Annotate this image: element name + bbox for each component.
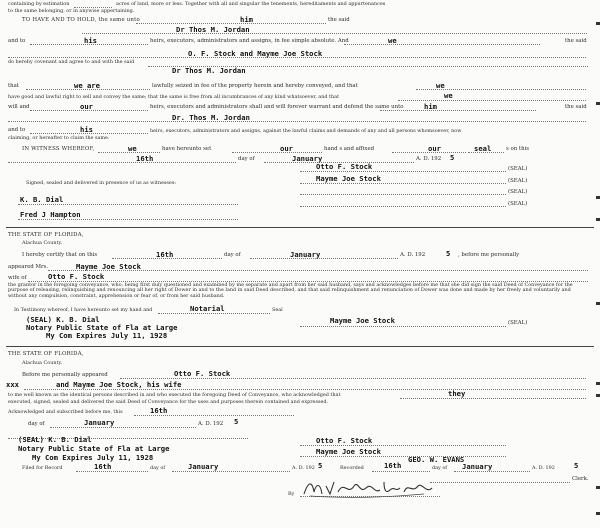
recorded-label: Recorded [340, 465, 364, 471]
witness-we-word: we [128, 144, 137, 153]
to-have-heading: TO HAVE AND TO HOLD, the same unto [22, 17, 140, 23]
recorded-ad: A. D. 192 [532, 465, 555, 471]
him-word-2: him [424, 102, 437, 111]
signed-sealed-text: Signed, sealed and delivered in presence of us as witnesses: [26, 180, 176, 186]
ack1-seal-word: Seal [272, 307, 283, 313]
grantee-name-3: Dr. Thos M. Jordan [172, 113, 250, 122]
seal-label-1: (SEAL) [508, 166, 528, 172]
ack2-state: THE STATE OF FLORIDA, [8, 351, 84, 357]
ack1-ad: A. D. 192 [400, 252, 426, 258]
ack2-day-of: day of [28, 421, 45, 427]
ack2-they: they [448, 389, 466, 398]
we-word-1: we [388, 36, 397, 45]
witness-ad: A. D. 192 [416, 156, 442, 162]
ack2-day: 16th [150, 406, 168, 415]
ack1-year: 5 [446, 249, 451, 258]
ack2-county: Alachua County. [22, 360, 63, 366]
and-to-text-2: and to [8, 127, 26, 133]
will-and-text: will and [8, 104, 30, 110]
hands-affixed-text: hand s and affixed [324, 146, 375, 152]
the-said-text: the said [328, 17, 350, 23]
him-word: him [240, 15, 253, 24]
we-are-words: we are [74, 81, 100, 90]
filed-month: January [188, 462, 219, 471]
filed-for-record: Filed for Record [22, 465, 63, 471]
deputy-clerk-signature-icon [300, 476, 440, 500]
ack1-day-of: day of [224, 252, 241, 258]
witness-day: 16th [136, 154, 154, 163]
ack1-before-text: , before me personally [458, 252, 520, 258]
ack2-executed-text: executed, signed, sealed and delivered the said Deed of Conveyance for the uses and purposes therein contained and expressed. [8, 399, 329, 405]
witness-seal-word: seal [474, 144, 492, 153]
filed-year: 5 [318, 461, 323, 470]
and-to-text: and to [8, 38, 26, 44]
ack2-known-text: to me well known as the identical persons described in and who executed the foregoing Deed of Conveyance, who acknowledged that [8, 392, 341, 398]
witness-month: January [292, 154, 323, 163]
recorded-day: 16th [384, 461, 402, 470]
clerk-name-stamp: GEO. W. EVANS [408, 455, 465, 464]
ack1-name: Mayme Joe Stock [76, 262, 141, 271]
witness-heading: IN WITNESS WHEREOF, [22, 146, 95, 152]
ack1-certify-text: I hereby certify that on this [22, 252, 98, 258]
witness-year: 5 [450, 153, 455, 162]
ack2-and-wife: and Mayme Joe Stock, his wife [56, 380, 182, 389]
grantee-name-2: Dr Thos M. Jordan [172, 66, 246, 75]
appertaining-text: to the same belonging, or in anywise appertaining. [8, 8, 135, 14]
seized-text: lawfully seized in fee of the property herein and hereby conveyed, and that [152, 83, 358, 89]
warrant-text: heirs, executors and administrators shall and will forever warrant and defend the same unto [150, 104, 404, 110]
ack1-notarial: Notarial [190, 304, 225, 313]
ack1-notary-line-1: (SEAL) K. B. Dial [26, 315, 100, 324]
ack2-notary-line-3: My Com Expires July 11, 1928 [32, 453, 154, 462]
ack1-month: January [290, 250, 321, 259]
we-word-2: we [436, 81, 445, 90]
ack2-notary-line-2: Notary Public State of Fla at Large [18, 444, 170, 453]
ack1-seal-label: (SEAL) [508, 320, 528, 326]
ack2-subscribed-text: Acknowledged and subscribed before me, this [8, 409, 123, 415]
witness-signature-2: Fred J Hampton [20, 210, 81, 219]
seal-label-4: (SEAL) [508, 201, 528, 207]
the-said-text-3: the said [565, 104, 587, 110]
filed-day-of: day of [150, 465, 166, 471]
heirs-clause-text: heirs, executors, administrators and assigns, in fee simple absolute. And [150, 38, 349, 44]
covenant-text: do hereby covenant and agree to and with the said [8, 59, 135, 65]
witness-signature-1: K. B. Dial [20, 195, 64, 204]
ack2-signature-1: Otto F. Stock [316, 436, 373, 445]
estimation-text: containing by estimation [8, 1, 70, 7]
his-word-2: his [80, 125, 93, 134]
against-text: heirs, executors, administrators and assigns, against the lawful claims and demands of any and all persons whomsoever, now [150, 128, 462, 134]
our-word-1: our [80, 102, 93, 111]
ack1-county: Alachua County. [22, 240, 63, 246]
ack1-testimony: In Testimony whereof, I have hereunto set my hand and [14, 307, 153, 313]
filed-day: 16th [94, 462, 112, 471]
that-text: that [8, 83, 20, 89]
ack1-state: THE STATE OF FLORIDA, [8, 232, 84, 238]
grantee-name-1: Dr Thos M. Jordan [176, 25, 250, 34]
ack1-husband: Otto F. Stock [48, 272, 105, 281]
clerk-label: Clerk. [572, 476, 589, 482]
ack2-notary-line-1: (SEAL) K. B. Dial [18, 435, 92, 444]
grantors-names: O. F. Stock and Mayme Joe Stock [188, 49, 323, 58]
have-set-text: have hereunto set [162, 146, 212, 152]
good-right-text: have good and lawful right to sell and convey the same; that the same is free from all incumbrances of any kind whatsoever, and that [8, 94, 340, 100]
filed-ad: A. D. 192 [292, 465, 315, 471]
on-this-text: s on this [506, 146, 530, 152]
witness-our-word: our [280, 144, 293, 153]
ack1-appeared-text: appeared Mrs. [8, 264, 49, 270]
witness-day-of: day of [238, 156, 255, 162]
his-word-1: his [84, 36, 97, 45]
ack2-xxx: xxx [6, 380, 19, 389]
ack2-month: January [84, 418, 115, 427]
ack2-name-1: Otto F. Stock [174, 369, 231, 378]
claiming-text: claiming, or hereafter to claim the same. [8, 135, 110, 141]
recorded-year: 5 [574, 461, 579, 470]
ack1-signature: Mayme Joe Stock [330, 316, 395, 325]
grantor-signature-1: Otto F. Stock [316, 162, 373, 171]
the-said-text-2: the said [565, 38, 587, 44]
ack1-body-text: the grantor in the foregoing conveyance, who, being first duly questioned and examined by me separate and apart from her said husband, says and acknowledges before me that she did sign the said Deed of Conveyance for the purpose of releasing, relinquishing and renouncing all her right of Dower in and to the land in said Deed described, and that said relinquishment and renunciation of Dower was done and made by her freely and voluntarily and without any compulsion, constraint, apprehension or fear of, or from her said husband. [8, 282, 573, 299]
by-label: By [288, 491, 295, 497]
ack2-before-text: Before me personally appeared [22, 372, 108, 378]
recorded-month: January [462, 462, 493, 471]
acres-text: acres of land, more or less. Together with all and singular the tenements, hereditaments and appurtenances [116, 1, 386, 7]
recorded-day-of: day of [432, 465, 448, 471]
ack1-notary-line-2: Notary Public State of Fla at Large [26, 323, 178, 332]
ack1-day: 16th [156, 250, 174, 259]
ack2-year: 5 [234, 417, 239, 426]
ack1-wife-of: wife of [8, 275, 27, 281]
seal-label-3: (SEAL) [508, 189, 528, 195]
ack1-notary-line-3: My Com Expires July 11, 1928 [46, 331, 168, 340]
seal-label-2: (SEAL) [508, 178, 528, 184]
we-word-3: we [444, 91, 453, 100]
grantor-signature-2: Mayme Joe Stock [316, 174, 381, 183]
ack2-ad: A. D. 192 [198, 421, 224, 427]
witness-our-word-2: our [428, 144, 441, 153]
ack2-signature-2: Mayme Joe Stock [316, 447, 381, 456]
